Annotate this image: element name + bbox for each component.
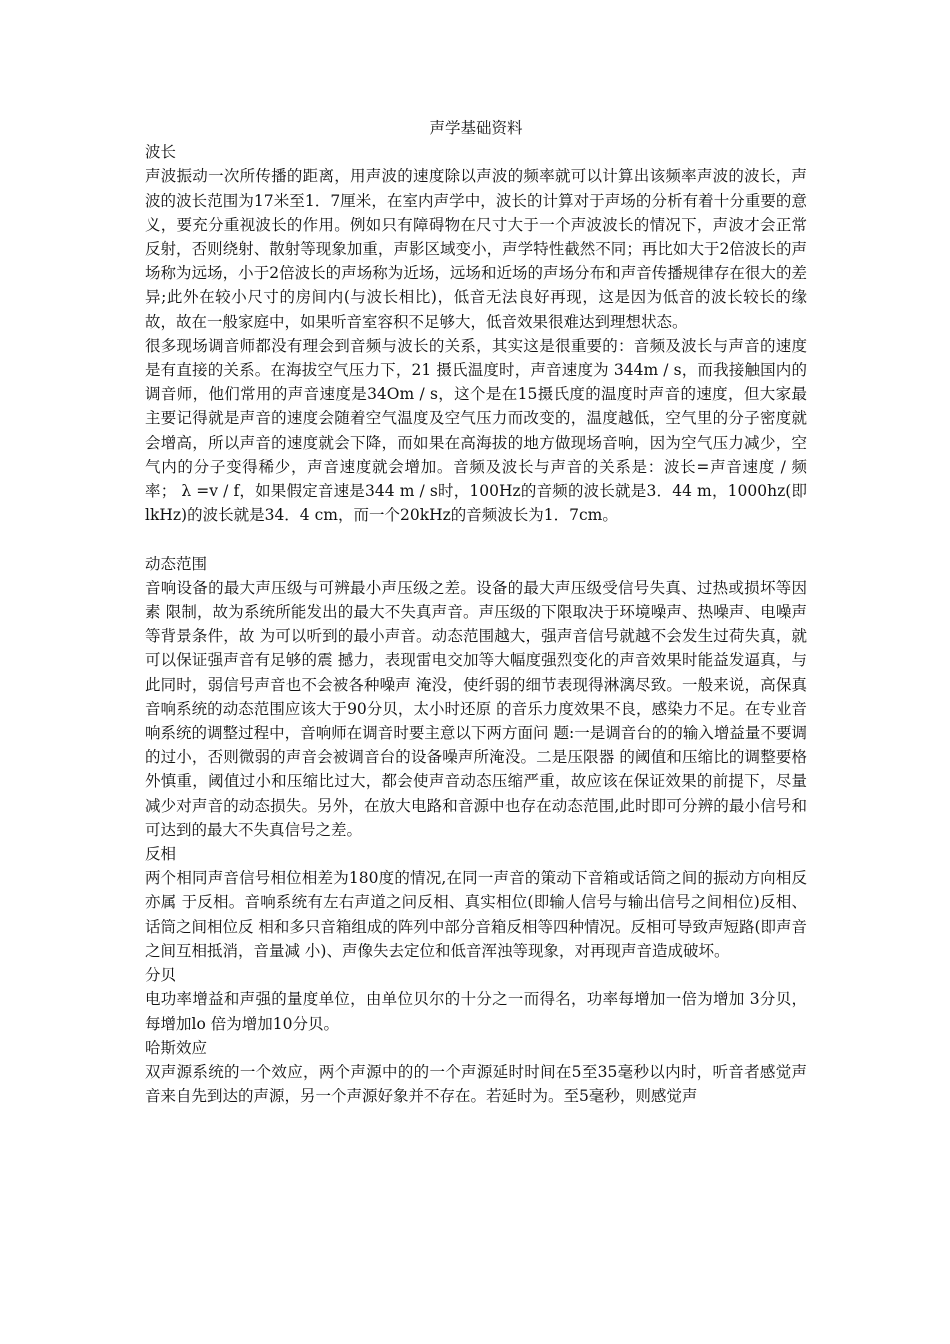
section-wavelength (145, 140, 807, 527)
section-dynamic-range (145, 552, 807, 842)
document-page (145, 116, 807, 1108)
paragraph-wavelength-definition: 声波振动一次所传播的距离，用声波的速度除以声波的频率就可以计算出该频率声波的波长，声波的波长范围为17米至1．7厘米，在室内声学中，波长的计算对于声场的分析有着十分重要的意义，要充分重视波长的作用。例如只有障碍物在尺寸大于一个声波波长的情况下，声波才会正常反射，否则绕射、散射等现象加重，声影区域变小，声学特性截然不同；再比如大于2倍波长的声场称为远场，小于2倍波长的声场称为近场，远场和近场的声场分布和声音传播规律存在很大的差异;此外在较小尺寸的房间内(与波长相比)，低音无法良好再现，这是因为低音的波长较长的缘故，故在一般家庭中，如果听音室容积不足够大，低音效果很难达到理想状态。 (145, 167, 807, 331)
section-heading-wavelength: 波长 (145, 143, 177, 162)
section-heading-dynamic-range: 动态范围 (145, 554, 208, 573)
section-haas-effect (145, 1036, 807, 1109)
section-phase-inversion (145, 842, 807, 963)
paragraph-haas-effect: 双声源系统的一个效应，两个声源中的的一个声源延时时间在5至35毫秒以内时，听音者感觉声 音来自先到达的声源，另一个声源好象并不存在。若延时为。至5毫秒，则感觉声 (145, 1062, 807, 1106)
paragraph-phase-inversion: 两个相同声音信号相位相差为180度的情况,在同一声音的策动下音箱或话筒之间的振动方向相反亦属 于反相。音响系统有左右声道之问反相、真实相位(即输人信号与输出信号之间相位)反相、话筒之间相位反 相和多只音箱组成的阵列中部分音箱反相等四种情况。反相可导致声短路(即声音之间互相抵消，音量减 小)、声像失去定位和低音浑浊等现象，对再现声音造成破坏。 (145, 869, 807, 960)
paragraph-wavelength-speed: 很多现场调音师都没有理会到音频与波长的关系，其实这是很重要的：音频及波长与声音的速度是有直接的关系。在海拔空气压力下，21 摄氏温度时，声音速度为 344m / s，而我接触国内的调音师，他们常用的声音速度是34Om / s，这个是在15摄氏度的温度时声音的速度，但大家最主要记得就是声音的速度会随着空气温度及空气压力而改变的，温度越低，空气里的分子密度就会增高，所以声音的速度就会下降，而如果在高海拔的地方做现场音响，因为空气压力减少，空气内的分子变得稀少，声音速度就会增加。音频及波长与声音的关系是：波长=声音速度 / 频率； λ =v / f，如果假定音速是344 m / s时，100Hz的音频的波长就是3．44 m，1000hz(即lkHz)的波长就是34．4 cm，而一个20kHz的音频波长为1．7cm。 (145, 336, 807, 525)
section-heading-haas-effect: 哈斯效应 (145, 1038, 208, 1057)
paragraph-dynamic-range: 音响设备的最大声压级与可辨最小声压级之差。设备的最大声压级受信号失真、过热或损坏等因素 限制，故为系统所能发出的最大不失真声音。声压级的下限取决于环境噪声、热噪声、电噪声等背景条件，故 为可以听到的最小声音。动态范围越大，强声音信号就越不会发生过荷失真，就可以保证强声音有足够的震 撼力，表现雷电交加等大幅度强烈变化的声音效果时能益发逼真，与此同时，弱信号声音也不会被各种噪声 淹没，使纤弱的细节表现得淋漓尽致。一般来说，高保真音响系统的动态范围应该大于90分贝，太小时还原 的音乐力度效果不良，感染力不足。在专业音响系统的调整过程中，音响师在调音时要主意以下两方面问 题:一是调音台的的输入增益量不要调的过小，否则微弱的声音会被调音台的设备噪声所淹没。二是压限器 的阈值和压缩比的调整要格外慎重，阈值过小和压缩比过大，都会使声音动态压缩严重，故应该在保证效果的前提下，尽量减少对声音的动态损失。另外，在放大电路和音源中也存在动态范围,此时即可分辨的最小信号和可达到的最大不失真信号之差。 (145, 578, 807, 839)
blank-line (145, 527, 807, 551)
document-title: 声学基础资料 (429, 119, 523, 137)
section-heading-phase-inversion: 反相 (145, 845, 177, 864)
section-decibel (145, 963, 807, 1036)
section-heading-decibel: 分贝 (145, 966, 177, 985)
paragraph-decibel: 电功率增益和声强的量度单位，由单位贝尔的十分之一而得名，功率每增加一倍为增加 3分贝，每增加lo 倍为增加10分贝。 (145, 990, 807, 1033)
